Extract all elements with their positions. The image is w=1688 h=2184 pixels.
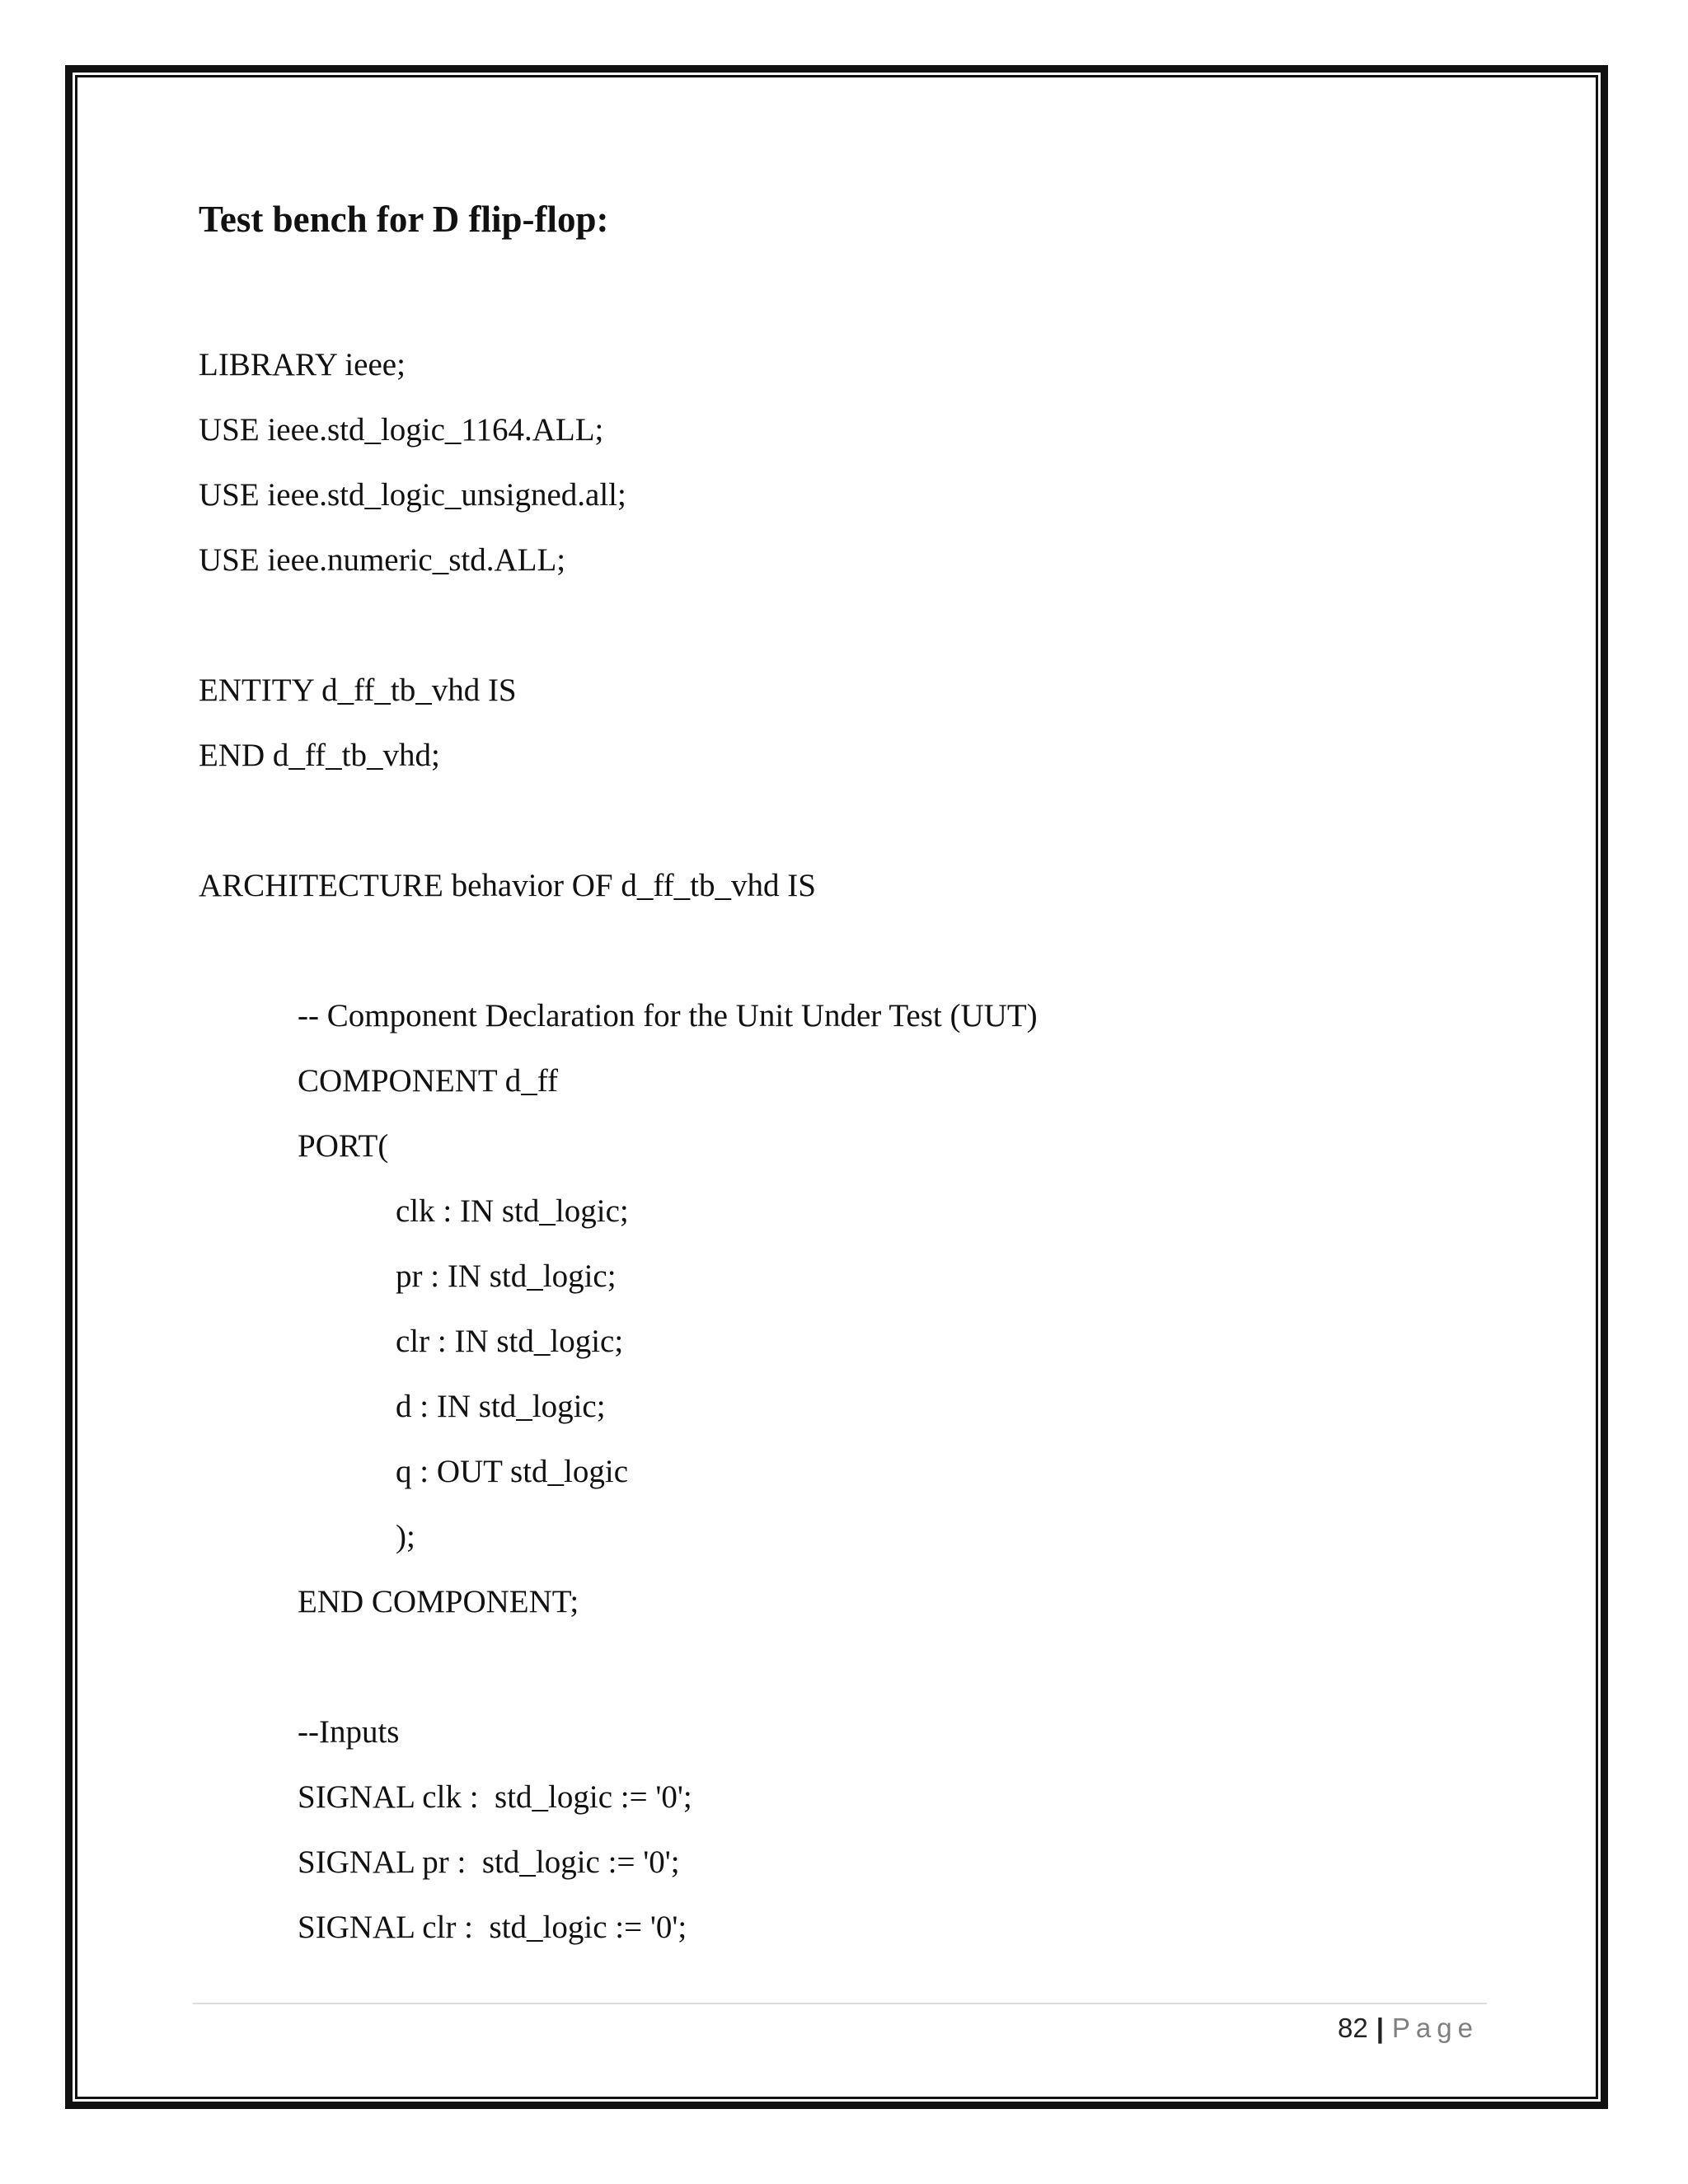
section-heading: Test bench for D flip-flop: [199,199,609,240]
code-line: USE ieee.numeric_std.ALL; [199,542,566,578]
code-line: COMPONENT d_ff [298,1063,558,1099]
code-line: END d_ff_tb_vhd; [199,738,440,773]
code-line: USE ieee.std_logic_1164.ALL; [199,412,604,448]
footer-divider [193,2003,1487,2004]
page-label: Page [1391,2013,1479,2043]
code-line: PORT( [298,1128,389,1164]
code-line: d : IN std_logic; [396,1389,606,1424]
code-line: ); [396,1519,415,1554]
code-comment: -- Component Declaration for the Unit Under Test (UUT) [298,998,1038,1033]
code-line: q : OUT std_logic [396,1454,629,1489]
code-line: SIGNAL pr : std_logic := '0'; [298,1844,680,1880]
page-number: 82 [1337,2013,1368,2043]
code-line: ENTITY d_ff_tb_vhd IS [199,673,517,708]
code-line: pr : IN std_logic; [396,1258,617,1294]
code-line: ARCHITECTURE behavior OF d_ff_tb_vhd IS [199,868,816,903]
page-footer [1338,2008,1479,2049]
code-line: SIGNAL clr : std_logic := '0'; [298,1910,687,1945]
code-line: LIBRARY ieee; [199,347,406,382]
code-line: SIGNAL clk : std_logic := '0'; [298,1779,692,1815]
code-line: clr : IN std_logic; [396,1324,624,1359]
footer-separator: | [1376,2013,1384,2043]
code-line: USE ieee.std_logic_unsigned.all; [199,477,626,513]
code-line: END COMPONENT; [298,1584,579,1619]
code-line: clk : IN std_logic; [396,1193,629,1229]
code-comment: --Inputs [298,1714,400,1750]
